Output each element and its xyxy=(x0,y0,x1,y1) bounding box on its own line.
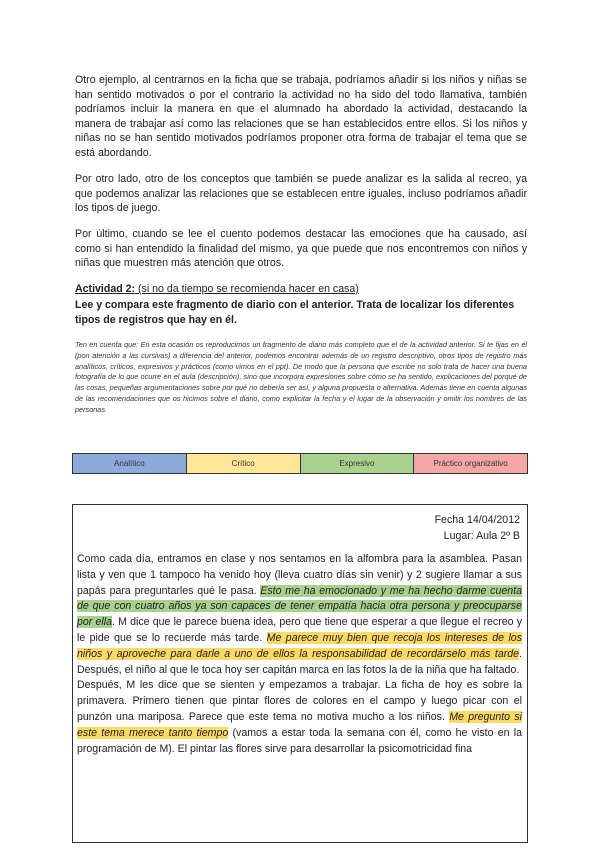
legend-critico xyxy=(187,454,301,473)
diary-text: . M dice que le parece buena idea, pero que tiene que esperar a que llegue el recreo y le pide que se lo recuerde más tarde. xyxy=(77,616,522,644)
activity-colon: : xyxy=(131,283,136,295)
highlight-critico: Me parece muy bien que recoja los intereses de los niños y aproveche para darle a uno de ellos la responsabilidad de recordárselo más tarde xyxy=(77,631,522,660)
legend-label: Analítico xyxy=(114,459,145,468)
highlight-critico: Me pregunto si este tema merece tanto tiempo xyxy=(77,710,522,739)
legend-label: Crítico xyxy=(231,459,255,468)
legend-label: Expresivo xyxy=(339,459,375,468)
highlight-expresivo: Esto me ha emocionado y me ha hecho darme cuenta de que con cuatro años ya son capaces de tener empatía hacia otra persona y preocuparse por ella xyxy=(77,584,522,629)
diary-box xyxy=(72,504,528,843)
activity-label: Actividad 2 xyxy=(75,283,132,295)
activity-heading xyxy=(75,282,527,297)
diary-body xyxy=(77,552,522,757)
paragraph-1: Otro ejemplo, al centrarnos en la ficha que se trabaja, podríamos añadir si los niños y niñas se han sentido motivados o por el contrario la actividad no ha sido del todo llamativa, también podríamos incluir la manera en que el alumnado ha abordado la actividad, destacando la manera de trabajar así como las relaciones que se han establecidos entre ellos. Si los niños y niñas no se han sentido motivados podríamos proponer otra forma de trabajar el tema que se está abordando. xyxy=(75,74,527,159)
paragraph-2: Por otro lado, otro de los conceptos que también se puede analizar es la salida al recreo, ya que podemos analizar las relaciones que se establecen entre iguales, incluso podríamos añadir los tipos de juego. xyxy=(75,173,527,215)
legend-table xyxy=(72,453,528,474)
diary-text: Como cada día, entramos en clase y nos sentamos en la alfombra para la asamblea. Pasan lista y ven que 1 tampoco ha venido hoy (lleva cuatro días sin venir) y 2 sugiere llamar a sus papás para preguntarles qué le pasa. xyxy=(77,553,522,597)
legend-practico xyxy=(414,454,527,473)
diary-text: Después, M les dice que se sienten y empezamos a trabajar. La ficha de hoy es sobre la primavera. Primero tienen que pintar flores de colores en el campo y luego picar con el punzón una mariposa. Parece que este tema no motiva mucho a los niños. xyxy=(77,679,522,723)
diary-place: Lugar: Aula 2º B xyxy=(443,529,520,542)
diary-text: . Después, el niño al que le toca hoy ser capitán marca en las fotos la de la niña que ha faltado. xyxy=(77,647,522,676)
paragraph-3: Por último, cuando se lee el cuento podemos destacar las emociones que ha causado, así como si han entendido la finalidad del mismo, ya que puede que nos encontremos con niños y niñas que muestren más atención que otros. xyxy=(75,228,527,270)
legend-expresivo xyxy=(301,454,415,473)
activity-instruction: Lee y compara este fragmento de diario con el anterior. Trata de localizar los diferentes tipos de registros que hay en él. xyxy=(75,299,515,326)
diary-text: (vamos a estar toda la semana con él, como he visto en la programación de M). El pintar las flores sirve para desarrollar la psicomotricidad fina xyxy=(77,726,522,755)
activity-note: (si no da tiempo se recomienda hacer en casa) xyxy=(135,283,359,295)
legend-label: Práctico organizativo xyxy=(433,459,508,468)
italic-note: Ten en cuenta que: En esta ocasión os reproducimos un fragmento de diario más completo que el de la actividad anterior. Si te fijas en él (pon atención a las cursivas) a diferencia del anterior, podemos encontrar además de un registro descriptivo, otros tipos de registro más analíticos, críticos, expresivos y prácticos (como vimos en el ppt). De modo que la persona que escribe no solo trata de hacer una buena fotografía de lo que ocurre en el aula (descripción), sino que incorpora expresiones sobre cómo se ha sentido, explicaciones del porqué de las cosas, pequeñas argumentaciones sobre por qué no debería ser así, y alguna propuesta o alternativa. Además tiene en cuenta algunas de las recomendaciones que os hicimos sobre el diario, como explicitar la fecha y el lugar de la observación y omitir los nombres de las personas. xyxy=(75,340,527,414)
diary-header xyxy=(435,513,520,544)
diary-date: Fecha 14/04/2012 xyxy=(434,514,520,526)
legend-analitico xyxy=(73,454,187,473)
